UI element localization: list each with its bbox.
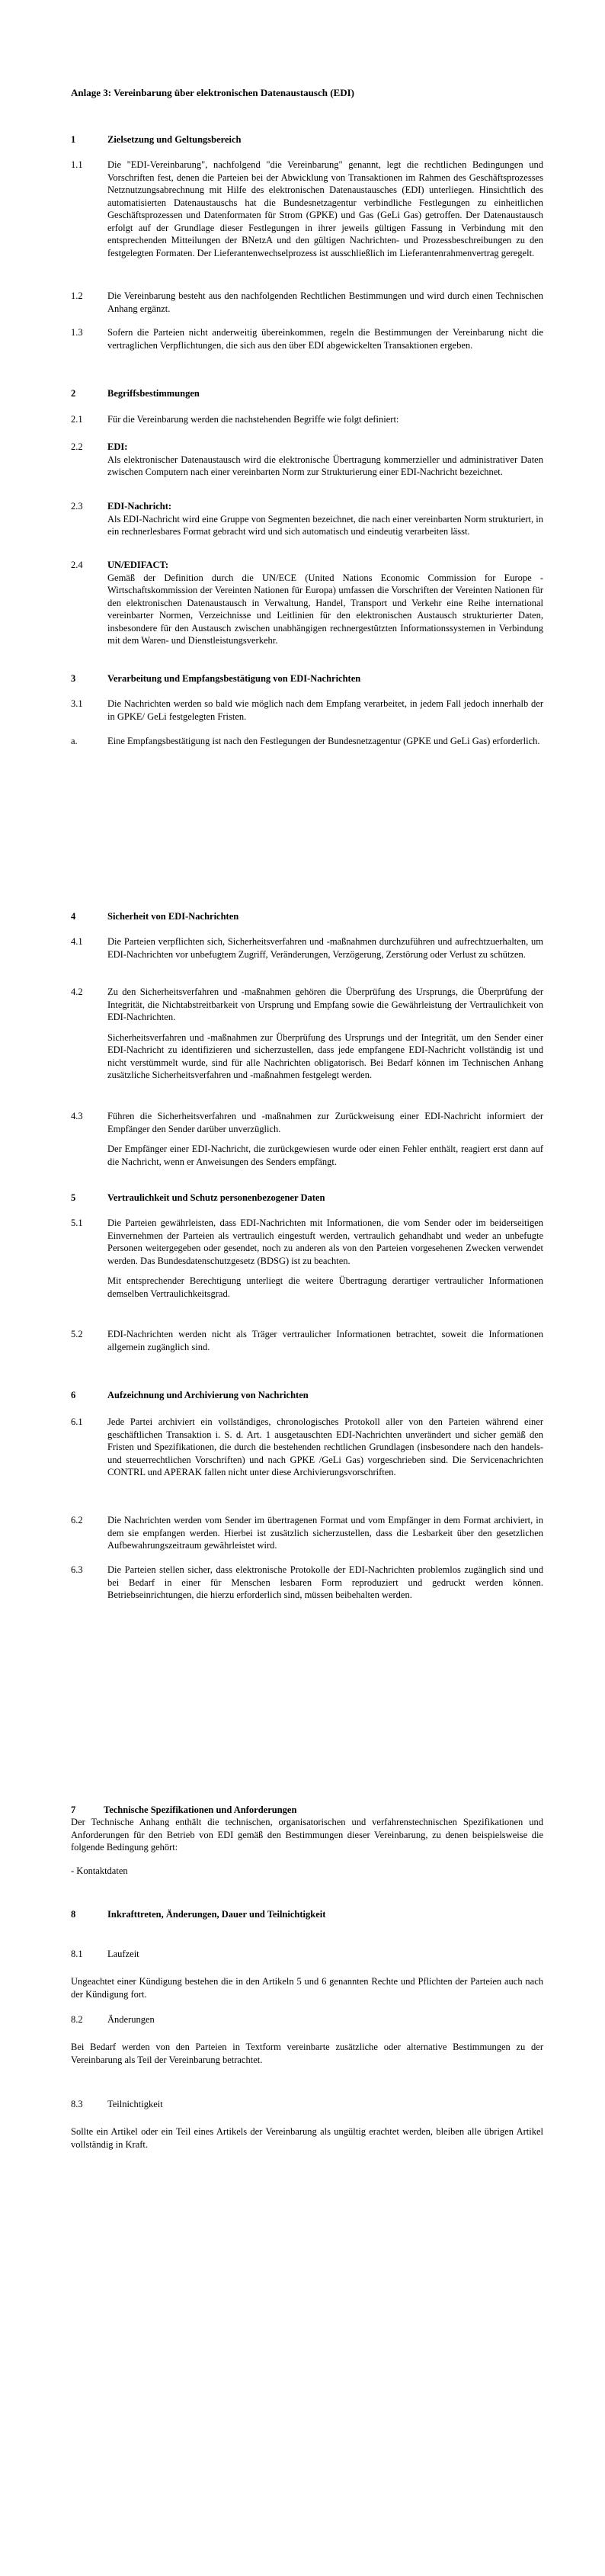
paragraph-text: Jede Partei archiviert ein vollständiges, chronologisches Protokoll aller von den Parteien während einer geschäftlichen Transaktion i. S. d. Art. 1 ausgetauschten EDI-Nachrichten unverändert und sicher gemäß den Fristen und Spezifikationen, die durch die bestehenden rechtlichen Grundlagen (insbesondere nach den handels- und steuerrechtlichen Vorschriften) und nach GPKE /GeLi Gas) vorgeschrieben sind. Die Servicenachrichten CONTRL und APERAK fallen nicht unter diese Archivierungsvorschriften. <box>107 1416 543 1477</box>
term-label: EDI: <box>107 441 128 452</box>
paragraph-number: 4.1 <box>71 936 83 947</box>
paragraph-text: EDI-Nachrichten werden nicht als Träger vertraulicher Informationen betrachtet, soweit die Informationen allgemein zugänglich sind. <box>107 1329 543 1352</box>
paragraph-1-1 <box>71 159 543 259</box>
paragraph-6-2 <box>71 1514 543 1552</box>
section-title: Vertraulichkeit und Schutz personenbezogener Daten <box>107 1192 325 1203</box>
paragraph-number: 2.4 <box>71 560 83 570</box>
paragraph-text: Die "EDI-Vereinbarung", nachfolgend "die Vereinbarung" genannt, legt die rechtlichen Bedingungen und Vorschriften fest, denen die Parteien bei der Abwicklung von Transaktionen im Rahmen des Geschäftsprozesses Netznutzungsabrechnung mit Hilfe des elektronischen Datenaustausches (EDI) unterliegen. Hinsichtlich des automatisierten Datenaustauschs hat die Bundesnetzagentur verbindliche Festlegungen zu einheitlichen Geschäftsprozessen und Datenformaten für Strom (GPKE) und Gas (GeLi Gas) getroffen. Der Datenaustausch erfolgt auf der Grundlage dieser Festlegungen in ihrer jeweils gültigen Fassung in Verbindung mit den entsprechenden Mitteilungen der BNetzA und den gültigen Nachrichten- und Prozessbeschreibungen zu den festgelegten Formaten. Der Lieferantenwechselprozess ist ausschließlich im Lieferantenrahmenvertrag geregelt. <box>107 159 543 258</box>
subsection-text-8-1 <box>71 1975 543 2000</box>
paragraph-2-1 <box>71 413 543 426</box>
section-number: 8 <box>71 1909 76 1920</box>
subsection-text-8-2 <box>71 2041 543 2066</box>
section-number: 7 <box>71 1804 76 1815</box>
section-number: 2 <box>71 388 76 399</box>
term-definition: Als EDI-Nachricht wird eine Gruppe von Segmenten bezeichnet, die nach einer vereinbarten Norm strukturiert, in ein rechnerlesbares Format gebracht wird und sich automatisch und eindeutig verarbeiten lässt. <box>107 513 543 537</box>
paragraph-number: 2.2 <box>71 441 83 452</box>
paragraph-text: Die Nachrichten werden vom Sender im übertragenen Format und vom Empfänger in dem Format archiviert, in dem sie empfangen werden. Hierbei ist zusätzlich sicherzustellen, dass die Lesbarkeit über den gesetzlichen Aufbewahrungszeitraum gewährleistet wird. <box>107 1515 543 1551</box>
paragraph-text: Die Parteien verpflichten sich, Sicherheitsverfahren und -maßnahmen durchzuführen und aufrechtzuerhalten, um EDI-Nachrichten vor unbefugtem Zugriff, Veränderungen, Verzögerung, Zerstörung oder Verlust zu schützen. <box>107 936 543 960</box>
paragraph-1-2 <box>71 290 543 315</box>
term-label: UN/EDIFACT: <box>107 560 169 570</box>
paragraph-4-3 <box>71 1110 543 1168</box>
section-title: Verarbeitung und Empfangsbestätigung von EDI-Nachrichten <box>107 673 361 684</box>
section-7-list <box>71 1865 543 1878</box>
paragraph-text-continued: Sicherheitsverfahren und -maßnahmen zur Überprüfung des Ursprungs und der Integrität, um den Sender einer EDI-Nachricht zu identifizieren und sicherzustellen, dass jede empfangene EDI-Nachricht vollständig ist und nicht verstümmelt wurde, sind für alle Nachrichten obligatorisch. Bei Bedarf können im Technischen Anhang zusätzliche Sicherheitsverfahren und -maßnahmen festgelegt werden. <box>107 1031 543 1080</box>
document-title: Anlage 3: Vereinbarung über elektronischen Datenaustausch (EDI) <box>71 87 354 98</box>
paragraph-6-3 <box>71 1564 543 1602</box>
paragraph-text: Die Nachrichten werden so bald wie möglich nach dem Empfang verarbeitet, in jedem Fall jedoch innerhalb der in GPKE/ GeLi festgelegten Fristen. <box>107 698 543 722</box>
paragraph-number: 1.3 <box>71 327 83 338</box>
paragraph-number: 1.2 <box>71 290 83 301</box>
paragraph-text-continued: Der Empfänger einer EDI-Nachricht, die zurückgewiesen wurde oder einen Fehler enthält, reagiert erst dann auf die Nachricht, wenn er Anweisungen des Senders empfängt. <box>107 1144 543 1167</box>
paragraph-text: Die Vereinbarung besteht aus den nachfolgenden Rechtlichen Bestimmungen und wird durch einen Technischen Anhang ergänzt. <box>107 290 543 314</box>
paragraph-2-3 <box>71 500 543 538</box>
paragraph-text: Ungeachtet einer Kündigung bestehen die in den Artikeln 5 und 6 genannten Rechte und Pflichten der Parteien auch nach der Kündigung fort. <box>71 1976 543 2000</box>
paragraph-number: 6.3 <box>71 1564 83 1575</box>
paragraph-number: 1.1 <box>71 159 83 170</box>
paragraph-text: Zu den Sicherheitsverfahren und -maßnahmen gehören die Überprüfung des Ursprungs, die Überprüfung der Integrität, die Nichtabstreitbarkeit von Ursprung und Empfang sowie die Gewährleistung der Vertraulichkeit von EDI-Nachrichten. <box>107 986 543 1022</box>
subsection-text-8-3 <box>71 2125 543 2151</box>
paragraph-text: Die Parteien gewährleisten, dass EDI-Nachrichten mit Informationen, die vom Sender oder im beiderseitigen Einvernehmen der Parteien als vertraulich eingestuft werden, vertraulich gehandhabt und weder an unbefugte Personen weitergegeben oder gesendet, noch zu anderen als von den Parteien vorgesehenen Zwecken verwendet werden. Das Bundesdatenschutzgesetz (BDSG) ist zu beachten. <box>107 1217 543 1266</box>
paragraph-text: Sofern die Parteien nicht anderweitig übereinkommen, regeln die Bestimmungen der Vereinbarung nicht die vertraglichen Verpflichtungen, die sich aus den über EDI abgewickelten Transaktionen ergeben. <box>107 327 543 351</box>
subsection-number: 8.2 <box>71 2014 83 2025</box>
paragraph-3-a <box>71 735 543 748</box>
section-title: Sicherheit von EDI-Nachrichten <box>107 911 239 922</box>
section-number: 1 <box>71 134 76 145</box>
term-definition: Gemäß der Definition durch die UN/ECE (United Nations Economic Commission for Europe - Wirtschaftskommission der Vereinten Nationen für Europa) umfassen die Vorschriften der Vereinten Nationen für den elektronischen Datenaustausch in Verwaltung, Handel, Transport und Verkehr eine Reihe international vereinbarter Normen, Verzeichnisse und Leitlinien für den elektronischen Austausch strukturierter Daten, insbesondere für den Austausch zwischen unabhängigen rechnergestützten Informationssystemen in Verbindung mit dem Waren- und Dienstleistungsverkehr. <box>107 572 543 646</box>
subsection-title: Änderungen <box>107 2014 155 2025</box>
paragraph-1-3 <box>71 326 543 351</box>
subsection-number: 8.1 <box>71 1949 83 1959</box>
section-number: 3 <box>71 673 76 684</box>
subsection-title: Laufzeit <box>107 1949 139 1959</box>
paragraph-3-1 <box>71 698 543 723</box>
paragraph-text: Führen die Sicherheitsverfahren und -maßnahmen zur Zurückweisung einer EDI-Nachricht informiert der Empfänger den Sender darüber unverzüglich. <box>107 1111 543 1134</box>
paragraph-text: Für die Vereinbarung werden die nachstehenden Begriffe wie folgt definiert: <box>107 414 399 425</box>
term-definition: Als elektronischer Datenaustausch wird die elektronische Übertragung kommerzieller und administrativer Daten zwischen Computern nach einer vereinbarten Norm zur Strukturierung einer EDI-Nachricht bezeichnet. <box>107 454 543 477</box>
section-title: Aufzeichnung und Archivierung von Nachrichten <box>107 1390 309 1400</box>
paragraph-4-2 <box>71 986 543 1082</box>
subsection-title: Teilnichtigkeit <box>107 2099 163 2109</box>
paragraph-text: Eine Empfangsbestätigung ist nach den Festlegungen der Bundesnetzagentur (GPKE und GeLi Gas) erforderlich. <box>107 736 540 746</box>
paragraph-4-1 <box>71 935 543 961</box>
paragraph-6-1 <box>71 1416 543 1479</box>
list-item: - Kontaktdaten <box>71 1865 128 1876</box>
paragraph-number: 2.1 <box>71 414 83 425</box>
section-title: Zielsetzung und Geltungsbereich <box>107 134 242 145</box>
paragraph-text: Der Technische Anhang enthält die technischen, organisatorischen und verfahrenstechnischen Spezifikationen und Anforderungen für den Betrieb von EDI gemäß den Bestimmungen dieser Vereinbarung, zu denen beispielsweise die folgende Bedingung gehört: <box>71 1817 543 1853</box>
section-number: 6 <box>71 1390 76 1400</box>
paragraph-number: 6.1 <box>71 1416 83 1427</box>
paragraph-text: Die Parteien stellen sicher, dass elektronische Protokolle der EDI-Nachrichten problemlos zugänglich sind und bei Bedarf in einer für Menschen lesbaren Form reproduziert und gedruckt werden können. Betriebseinrichtungen, die hierzu erforderlich sind, müssen beibehalten werden. <box>107 1564 543 1600</box>
paragraph-text: Sollte ein Artikel oder ein Teil eines Artikels der Vereinbarung als ungültig erachtet werden, bleiben alle übrigen Artikel vollständig in Kraft. <box>71 2126 543 2150</box>
paragraph-number: 5.2 <box>71 1329 83 1339</box>
paragraph-text-continued: Mit entsprechender Berechtigung unterliegt die weitere Übertragung derartiger vertraulicher Informationen demselben Vertraulichkeitsgrad. <box>107 1275 543 1299</box>
paragraph-number: 6.2 <box>71 1515 83 1525</box>
section-7-text <box>71 1816 543 1854</box>
subsection-number: 8.3 <box>71 2099 83 2109</box>
section-title: Technische Spezifikationen und Anforderungen <box>104 1804 297 1815</box>
paragraph-2-2 <box>71 441 543 479</box>
section-title: Inkrafttreten, Änderungen, Dauer und Teilnichtigkeit <box>107 1909 326 1920</box>
paragraph-number: 4.2 <box>71 986 83 997</box>
paragraph-2-4 <box>71 559 543 647</box>
section-number: 5 <box>71 1192 76 1203</box>
paragraph-5-2 <box>71 1328 543 1353</box>
paragraph-number: 2.3 <box>71 501 83 512</box>
section-title: Begriffsbestimmungen <box>107 388 200 399</box>
paragraph-number: 5.1 <box>71 1217 83 1228</box>
paragraph-text: Bei Bedarf werden von den Parteien in Textform vereinbarte zusätzliche oder alternative Bestimmungen zu der Vereinbarung als Teil der Vereinbarung betrachtet. <box>71 2042 543 2065</box>
paragraph-number: 3.1 <box>71 698 83 709</box>
term-label: EDI-Nachricht: <box>107 501 172 512</box>
paragraph-number: 4.3 <box>71 1111 83 1121</box>
paragraph-number: a. <box>71 736 78 746</box>
section-number: 4 <box>71 911 76 922</box>
paragraph-5-1 <box>71 1217 543 1300</box>
